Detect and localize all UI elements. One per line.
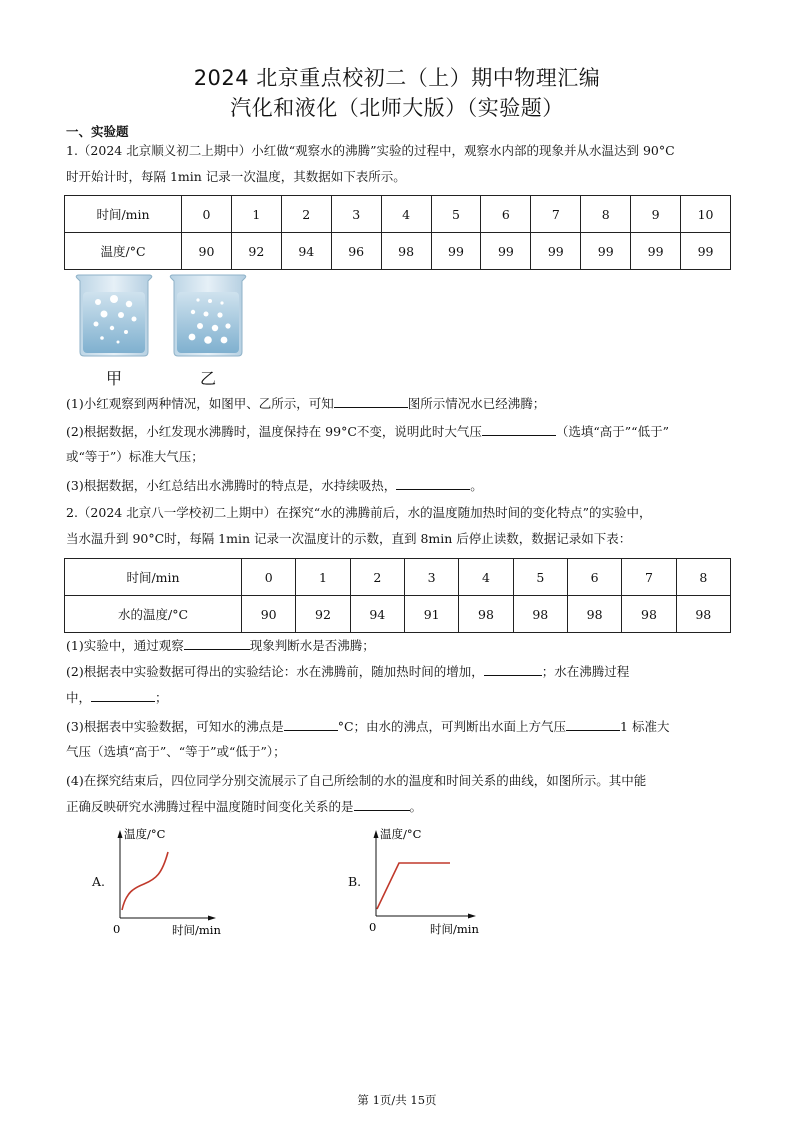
q1-s1-text-post: 图所示情况水已经沸腾； [407,396,546,411]
graph-a-ylabel: 温度/°C [124,827,166,841]
q2-s3-text-post: 1 标准大 [620,719,670,734]
table-cell: 99 [581,233,631,270]
table-cell: 6 [481,196,531,233]
q2-s2-text-pre: (2)根据表中实验数据可得出的实验结论：水在沸腾前，随加热时间的增加， [66,664,484,679]
q2-s2-line2-pre: 中， [66,690,92,705]
table-cell: 2 [281,196,331,233]
table-cell: 99 [431,233,481,270]
answer-blank[interactable] [91,689,155,702]
q2-subquestion-2-line2 [66,687,736,709]
graph-a-origin: 0 [113,922,121,936]
table-cell: 2 [350,559,404,596]
answer-blank[interactable] [184,637,250,650]
answer-blank[interactable] [354,798,410,811]
table-cell: 94 [350,596,404,633]
q2-subquestion-3 [66,716,736,738]
q2-s2-text-mid: ；水在沸腾过程 [541,664,630,679]
table-cell: 5 [513,559,567,596]
graph-b [366,822,496,940]
graph-a-y-arrow [118,830,123,838]
q1-s1-text-pre: (1)小红观察到两种情况，如图甲、乙所示，可知 [66,396,334,411]
table-cell: 98 [676,596,730,633]
q1-table-header-temp: 温度/°C [65,233,182,270]
q2-s4-text-post: 。 [409,799,423,814]
table-cell: 10 [681,196,731,233]
q2-intro-line1: 2.（2024 北京八一学校初二上期中）在探究“水的沸腾前后，水的温度随加热时间的变化特点”的实验中， [66,505,652,520]
page-title-line2: 汽化和液化（北师大版）（实验题） [230,96,564,120]
table-cell: 5 [431,196,481,233]
table-cell: 1 [231,196,281,233]
beaker-jia-illustration [74,274,154,358]
table-cell: 90 [242,596,296,633]
table-cell: 92 [296,596,350,633]
q2-data-table [64,558,731,633]
table-cell: 1 [296,559,350,596]
table-cell: 91 [404,596,458,633]
table-cell: 0 [242,559,296,596]
q1-subquestion-1 [66,393,736,415]
table-cell: 94 [281,233,331,270]
q1-subquestion-2 [66,421,736,443]
graph-b-ylabel: 温度/°C [380,827,422,841]
table-cell: 90 [182,233,232,270]
table-cell: 98 [622,596,676,633]
section-heading: 一、实验题 [66,124,129,139]
table-cell: 96 [331,233,381,270]
table-cell: 7 [622,559,676,596]
table-cell: 3 [331,196,381,233]
q2-subquestion-4-line1: (4)在探究结束后，四位同学分别交流展示了自己所绘制的水的温度和时间关系的曲线，如图所示。其中能 [66,773,647,788]
q1-subquestion-2-line2: 或“等于”）标准大气压； [66,449,204,464]
beaker-yi-illustration [168,274,248,358]
q2-subquestion-2 [66,661,736,683]
table-cell: 99 [531,233,581,270]
q1-table-row-temp [65,233,731,270]
table-cell: 98 [381,233,431,270]
q2-table-row-time [65,559,731,596]
q2-subquestion-1 [66,635,736,657]
q1-data-table [64,195,731,270]
q2-table-row-temp [65,596,731,633]
graph-a [110,822,240,940]
table-cell: 98 [513,596,567,633]
q2-s1-text-post: 现象判断水是否沸腾； [249,638,375,653]
graph-a-curve [122,852,168,910]
label-yi: 乙 [200,369,217,388]
q1-intro-line1: 1.（2024 北京顺义初二上期中）小红做“观察水的沸腾”实验的过程中，观察水内部的现象并从水温达到 90°C [66,143,675,158]
graph-a-x-arrow [208,916,216,921]
graph-b-origin: 0 [369,920,377,934]
answer-blank[interactable] [484,663,542,676]
q2-subquestion-4-line2 [66,796,736,818]
table-cell: 6 [567,559,621,596]
q2-s3-text-pre: (3)根据表中实验数据，可知水的沸点是 [66,719,284,734]
q1-table-row-time [65,196,731,233]
graph-b-curve [377,863,450,909]
table-cell: 7 [531,196,581,233]
q1-table-header-time: 时间/min [65,196,182,233]
graph-b-xlabel: 时间/min [430,922,479,936]
table-cell: 9 [631,196,681,233]
q1-s3-text-pre: (3)根据数据，小红总结出水沸腾时的特点是，水持续吸热， [66,478,397,493]
q2-s1-text-pre: (1)实验中，通过观察 [66,638,184,653]
q2-intro-line2: 当水温升到 90°C时，每隔 1min 记录一次温度计的示数，直到 8min 后停止读数，数据记录如下表： [66,531,632,546]
answer-blank[interactable] [482,423,556,436]
table-cell: 92 [231,233,281,270]
page-title-line1: 2024 北京重点校初二（上）期中物理汇编 [193,66,601,90]
table-cell: 99 [481,233,531,270]
graph-a-xlabel: 时间/min [172,923,221,937]
table-cell: 3 [404,559,458,596]
table-cell: 98 [459,596,513,633]
q2-table-header-temp: 水的温度/°C [65,596,242,633]
option-a-label: A. [92,874,106,889]
q2-table-header-time: 时间/min [65,559,242,596]
answer-blank[interactable] [284,718,338,731]
q1-subquestion-3 [66,475,736,497]
table-cell: 98 [567,596,621,633]
answer-blank[interactable] [566,718,620,731]
table-cell: 0 [182,196,232,233]
option-b-label: B. [348,874,362,889]
table-cell: 8 [581,196,631,233]
table-cell: 4 [381,196,431,233]
q2-s3-text-mid: °C；由水的沸点，可判断出水面上方气压 [337,719,567,734]
graph-b-y-arrow [374,830,379,838]
q2-s2-line2-post: ； [155,690,168,705]
answer-blank[interactable] [396,477,470,490]
q1-s3-text-post: 。 [470,478,483,493]
table-cell: 8 [676,559,730,596]
table-cell: 99 [631,233,681,270]
q2-subquestion-3-line2: 气压（选填“高于”、“等于”或“低于”）； [66,744,286,759]
answer-blank[interactable] [334,395,408,408]
label-jia: 甲 [106,369,123,388]
table-cell: 4 [459,559,513,596]
graph-b-x-arrow [468,914,476,919]
q1-intro-line2: 时开始计时，每隔 1min 记录一次温度，其数据如下表所示。 [66,169,406,184]
q2-s4-text-pre: 正确反映研究水沸腾过程中温度随时间变化关系的是 [66,799,354,814]
q1-s2-text-pre: (2)根据数据，小红发现水沸腾时，温度保持在 99°C不变，说明此时大气压 [66,424,482,439]
q1-s2-text-post: （选填“高于”“低于” [555,424,669,439]
page-footer: 第 1页/共 15页 [357,1093,437,1107]
table-cell: 99 [681,233,731,270]
